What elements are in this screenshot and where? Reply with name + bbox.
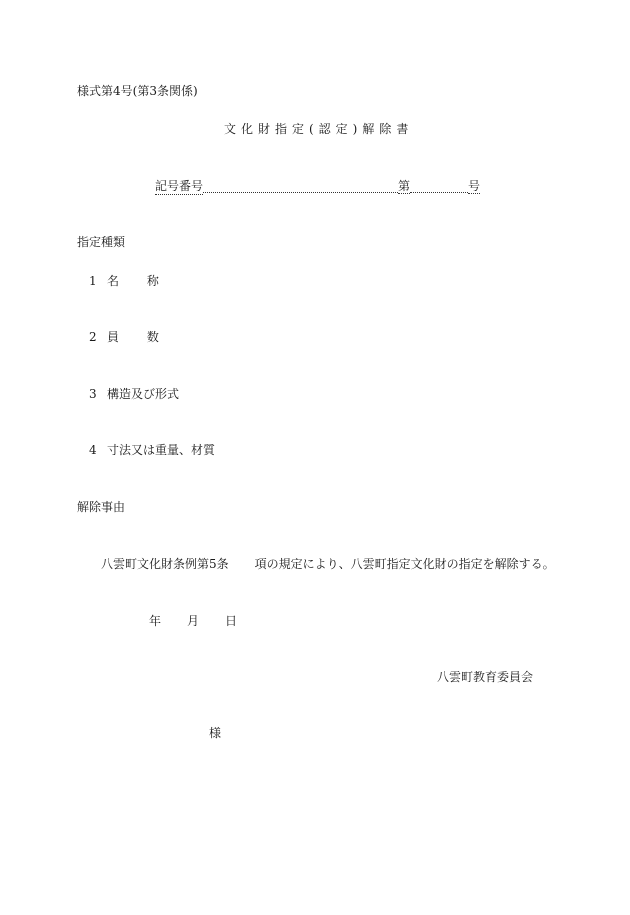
record-dai-label: 第 <box>398 179 411 193</box>
item-label: 構造及び形式 <box>107 387 180 401</box>
designation-item-name <box>89 273 171 289</box>
record-number-blank <box>203 180 398 193</box>
record-go-blank <box>410 180 468 193</box>
date-line <box>149 613 237 629</box>
designation-item-structure <box>89 386 179 402</box>
designation-item-dimensions <box>89 442 215 458</box>
form-number: 様式第4号(第3条関係) <box>77 84 198 98</box>
item-number: 2 <box>89 330 97 344</box>
item-label: 員 数 <box>107 330 171 344</box>
record-go-label: 号 <box>468 179 481 193</box>
reason-statement <box>101 556 555 572</box>
date-year: 年 <box>149 614 162 628</box>
document-title: 文化財指定(認定)解除書 <box>224 122 414 136</box>
record-number-label: 記号番号 <box>155 179 204 193</box>
issuer-name: 八雲町教育委員会 <box>437 670 534 684</box>
item-label: 寸法又は重量、材質 <box>107 443 216 457</box>
reason-text-before: 八雲町文化財条例第5条 <box>101 557 229 571</box>
designation-item-count <box>89 329 171 345</box>
record-number-line <box>155 178 480 195</box>
date-month: 月 <box>187 614 200 628</box>
item-label: 名 称 <box>107 274 171 288</box>
reason-heading: 解除事由 <box>77 500 126 514</box>
date-day: 日 <box>225 614 238 628</box>
item-number: 4 <box>89 443 97 457</box>
item-number: 3 <box>89 387 97 401</box>
item-number: 1 <box>89 274 97 288</box>
reason-text-after: 項の規定により、八雲町指定文化財の指定を解除する。 <box>254 557 555 571</box>
recipient-honorific: 様 <box>209 726 222 740</box>
designation-heading: 指定種類 <box>77 235 126 249</box>
